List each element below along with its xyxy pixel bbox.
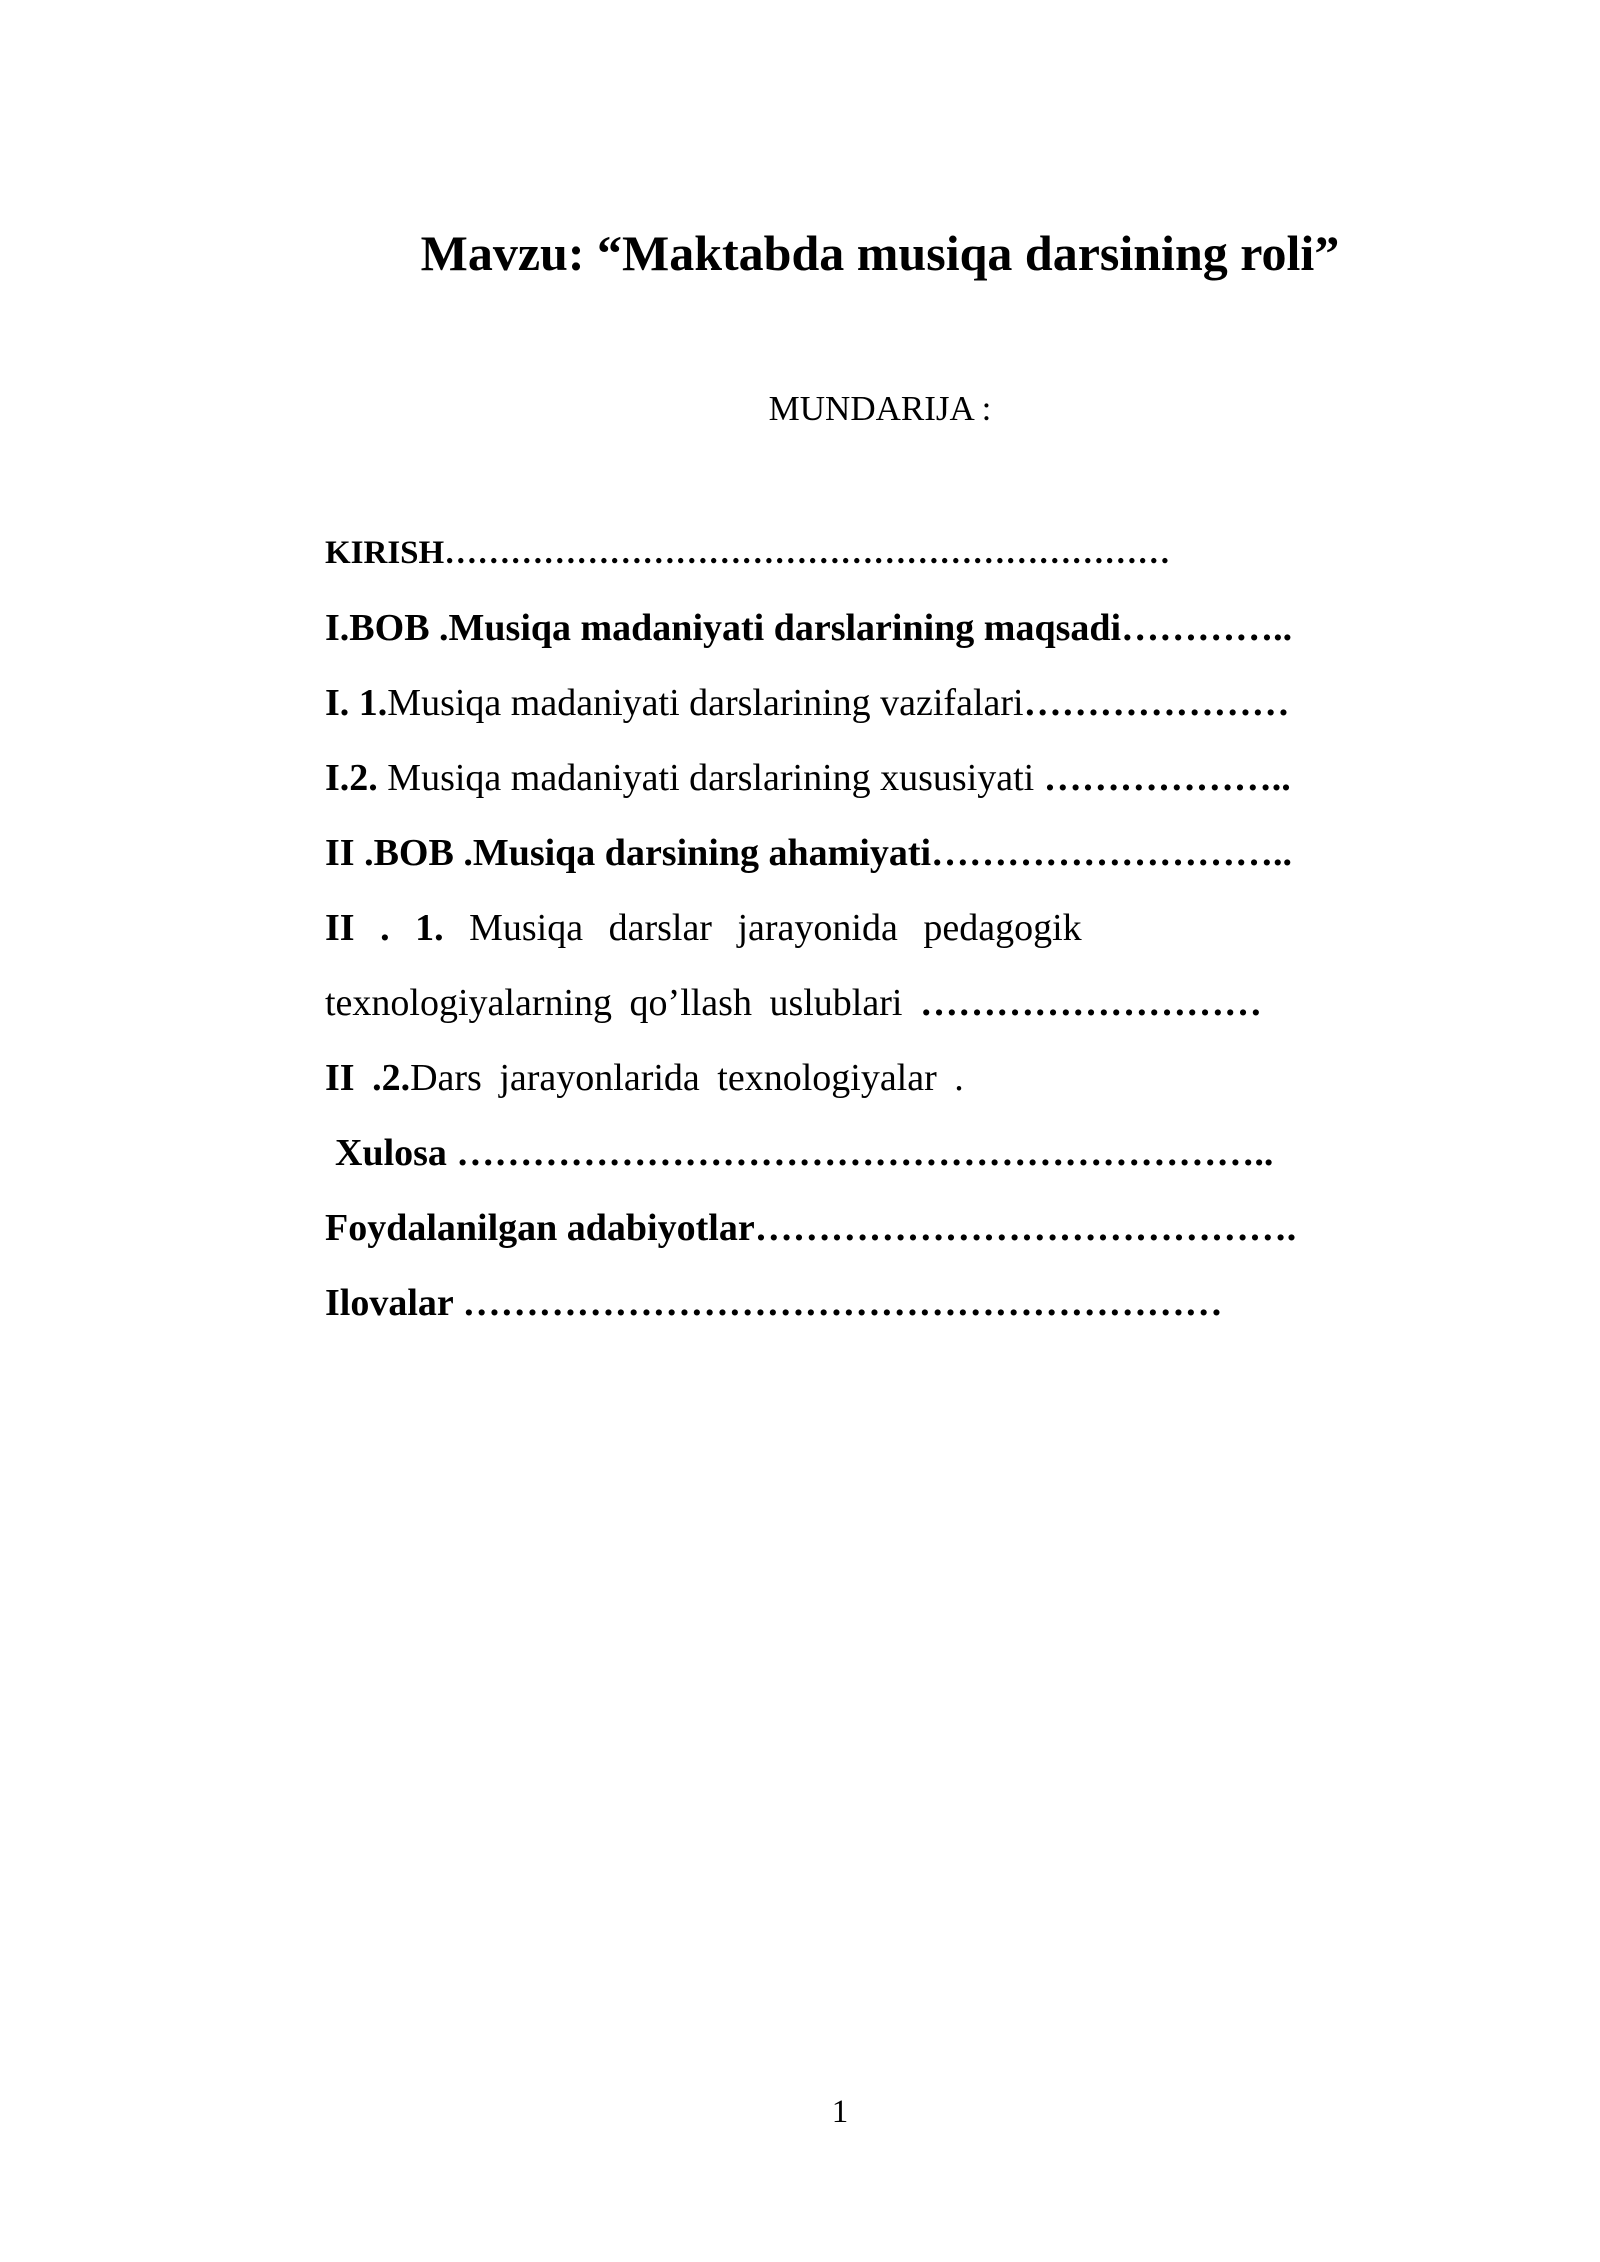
toc-entry-label: Foydalanilgan adabiyotlar [325,1207,755,1249]
toc-leader-dots: ……………………… [919,982,1262,1024]
toc-leader-dots: ……………………………………………………….. [456,1132,1274,1174]
toc-entry-section-1-1[interactable] [325,675,1465,750]
toc-entry-number: II . 1. [325,907,444,949]
toc-entry-section-1-2[interactable] [325,750,1465,825]
toc-leader-dots: ……………………….. [931,832,1293,874]
toc-entry-number: II .2. [325,1057,411,1099]
page-title: Mavzu: “Maktabda musiqa darsining roli” [420,225,1340,281]
toc-entry-label: Ilovalar [325,1282,463,1324]
toc-leader-dots: ………………… [1023,682,1290,724]
toc-leader-dots: ………….. [1121,607,1293,649]
toc-entry-chapter-1[interactable] [325,600,1465,675]
toc-entry-label: Musiqa madaniyati darslarining xususiyati [377,757,1044,799]
toc-leader-dots: ……………………………………. [754,1207,1297,1249]
table-of-contents [325,525,1465,1350]
toc-entry-section-2-1[interactable] [325,900,1465,975]
toc-entry-label: Dars jarayonlarida texnologiyalar . [410,1057,964,1099]
page-number: 1 [831,2094,849,2130]
toc-entry-kirish[interactable] [325,525,1465,600]
toc-entry-number: I.2. [325,757,378,799]
toc-entry-section-2-1-continued[interactable] [325,975,1465,1050]
toc-entry-xulosa[interactable] [325,1125,1465,1200]
toc-entry-label: Musiqa madaniyati darslarining vazifalari [387,682,1024,724]
toc-entry-adabiyotlar[interactable] [325,1200,1465,1275]
toc-entry-ilovalar[interactable] [325,1275,1465,1350]
toc-entry-label: II .BOB .Musiqa darsining ahamiyati [325,832,932,874]
toc-entry-chapter-2[interactable] [325,825,1465,900]
toc-entry-number: I. 1. [325,682,388,724]
toc-leader-dots: …………………………………………………… [462,1282,1223,1324]
toc-entry-label: texnologiyalarning qo’llash uslublari [325,982,920,1024]
toc-entry-label: I.BOB .Musiqa madaniyati darslarining maqsadi [325,607,1122,649]
toc-heading: MUNDARIJA : [768,389,992,428]
toc-entry-label: KIRISH [325,535,445,571]
toc-entry-section-2-2[interactable] [325,1050,1465,1125]
toc-leader-dots: ……………….. [1043,757,1291,799]
toc-leader-dots: ………………………………………………………… [444,535,1171,571]
toc-entry-label: Musiqa darslar jarayonida pedagogik [443,907,1082,949]
toc-entry-label: Xulosa [335,1132,457,1174]
